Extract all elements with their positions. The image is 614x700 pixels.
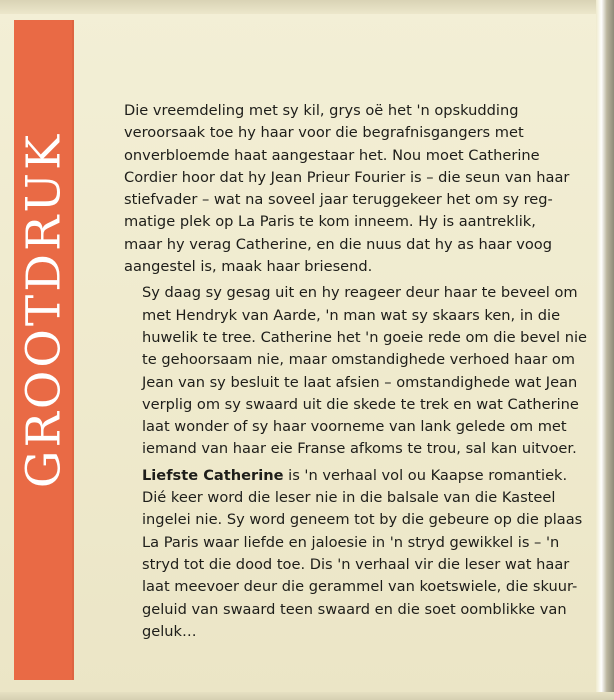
text-line: stiefvader – wat na soveel jaar teruggekeer het om sy reg- (124, 191, 553, 209)
bottom-edge (0, 692, 614, 700)
book-spine-edge (596, 0, 614, 700)
text-line: Dié keer word die leser nie in die balsale van die Kasteel (142, 489, 556, 507)
book-title: Liefste Catherine (142, 466, 284, 484)
blurb-paragraph-2 (124, 282, 586, 460)
text-line: verplig om sy swaard uit die skede te trek en wat Catherine (142, 395, 579, 413)
text-line: huwelik te tree. Catherine het 'n goeie rede om die bevel nie (142, 328, 588, 346)
text-line: stryd tot die dood toe. Dis 'n verhaal vir die leser wat haar (142, 555, 570, 573)
text-line: geluid van swaard teen swaard en die soet oomblikke van (142, 600, 567, 618)
text-line-rest: is 'n verhaal vol ou Kaapse romantiek. (283, 466, 568, 484)
text-line: iemand van haar eie Franse afkoms te trou, sal kan uitvoer. (142, 440, 577, 458)
text-line: ingelei nie. Sy word geneem tot by die gebeure op die plaas (142, 511, 583, 529)
text-line: laat wonder of sy haar voorneme van lank gelede om met (142, 418, 567, 436)
text-line: geluk… (142, 622, 197, 640)
text-line: laat meevoer deur die gerammel van koetswiele, die skuur- (142, 578, 578, 596)
top-edge (0, 0, 614, 14)
text-line (124, 465, 586, 487)
text-line: matige plek op La Paris te kom inneem. Hy is aantreklik, (124, 213, 536, 231)
text-line: Sy daag sy gesag uit en hy reageer deur haar te beveel om (142, 284, 578, 302)
text-line: te gehoorsaam nie, maar omstandighede verhoed haar om (142, 351, 576, 369)
text-line: Cordier hoor dat hy Jean Prieur Fourier is – die seun van haar (124, 168, 570, 186)
blurb-paragraph-1 (124, 100, 586, 278)
text-line: Jean van sy besluit te laat afsien – omstandighede wat Jean (142, 373, 578, 391)
text-line: aangestel is, maak haar briesend. (124, 258, 373, 276)
back-cover-blurb (124, 100, 586, 643)
text-line: La Paris waar liefde en jaloesie in 'n stryd gewikkel is – 'n (142, 533, 560, 551)
text-line: veroorsaak toe hy haar voor die begrafnisgangers met (124, 124, 524, 142)
text-line: met Hendryk van Aarde, 'n man wat sy skaars ken, in die (142, 306, 561, 324)
text-line: maar hy verag Catherine, en die nuus dat hy as haar voog (124, 235, 552, 253)
grootdruk-label: GROOTDRUK (16, 131, 72, 489)
blurb-paragraph-3 (124, 465, 586, 643)
text-line: Die vreemdeling met sy kil, grys oë het 'n opskudding (124, 102, 519, 119)
text-line: onverbloemde haat aangestaar het. Nou moet Catherine (124, 146, 540, 164)
